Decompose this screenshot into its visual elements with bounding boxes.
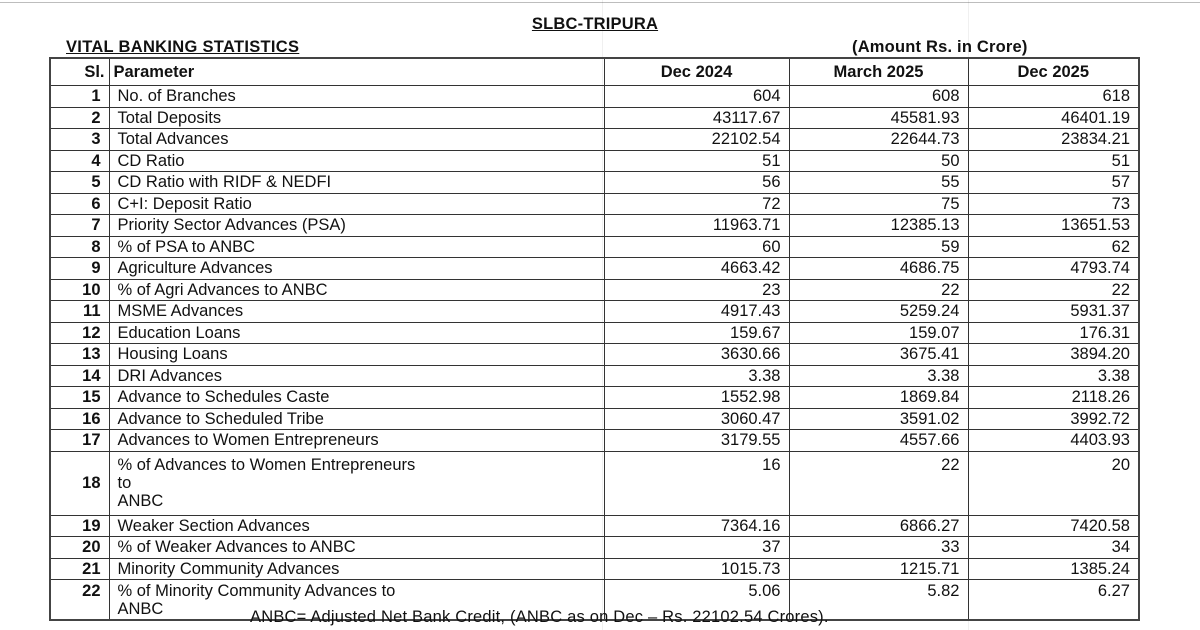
table-row (50, 129, 1139, 151)
units-note: (Amount Rs. in Crore) (852, 38, 1028, 56)
table-row (50, 215, 1139, 237)
row-sl: 19 (50, 515, 109, 537)
row-dec-2025: 57 (968, 172, 1139, 194)
table-subtitle: VITAL BANKING STATISTICS (66, 38, 300, 56)
table-row (50, 387, 1139, 409)
row-parameter-line: % of Minority Community Advances to (117, 581, 396, 600)
row-sl: 6 (50, 193, 109, 215)
row-march-2025: 1215.71 (789, 558, 968, 580)
row-parameter: Priority Sector Advances (PSA) (109, 215, 604, 237)
row-sl: 14 (50, 365, 109, 387)
row-sl: 11 (50, 301, 109, 323)
row-sl: 7 (50, 215, 109, 237)
row-parameter: C+I: Deposit Ratio (109, 193, 604, 215)
row-parameter: MSME Advances (109, 301, 604, 323)
table-row (50, 365, 1139, 387)
row-march-2025: 3675.41 (789, 344, 968, 366)
row-dec-2025: 4403.93 (968, 430, 1139, 452)
row-dec-2025: 13651.53 (968, 215, 1139, 237)
row-sl: 17 (50, 430, 109, 452)
vital-banking-statistics-table (49, 57, 1140, 621)
row-dec-2025: 5931.37 (968, 301, 1139, 323)
table-row (50, 408, 1139, 430)
row-march-2025: 59 (789, 236, 968, 258)
row-dec-2025: 176.31 (968, 322, 1139, 344)
row-dec-2024: 3.38 (604, 365, 789, 387)
row-sl: 18 (50, 451, 109, 515)
table-row (50, 258, 1139, 280)
row-sl: 3 (50, 129, 109, 151)
row-parameter: Advance to Schedules Caste (109, 387, 604, 409)
top-border-line (0, 2, 1200, 3)
row-dec-2025: 1385.24 (968, 558, 1139, 580)
row-dec-2025: 3992.72 (968, 408, 1139, 430)
row-dec-2024: 4663.42 (604, 258, 789, 280)
row-dec-2024: 1552.98 (604, 387, 789, 409)
row-sl: 21 (50, 558, 109, 580)
row-dec-2025: 73 (968, 193, 1139, 215)
row-dec-2025: 62 (968, 236, 1139, 258)
row-dec-2025: 34 (968, 537, 1139, 559)
row-parameter: Education Loans (109, 322, 604, 344)
row-dec-2024: 43117.67 (604, 107, 789, 129)
row-dec-2024: 604 (604, 86, 789, 108)
header-dec-2024: Dec 2024 (604, 58, 789, 86)
row-dec-2024: 3630.66 (604, 344, 789, 366)
row-sl: 10 (50, 279, 109, 301)
header-sl: Sl. (50, 58, 109, 86)
row-parameter: Minority Community Advances (109, 558, 604, 580)
table-row (50, 451, 1139, 515)
row-sl: 22 (50, 580, 109, 621)
row-march-2025: 75 (789, 193, 968, 215)
row-sl: 20 (50, 537, 109, 559)
row-parameter: % of Agri Advances to ANBC (109, 279, 604, 301)
table-row (50, 537, 1139, 559)
row-dec-2025: 3894.20 (968, 344, 1139, 366)
row-march-2025: 6866.27 (789, 515, 968, 537)
row-parameter-line: ANBC (117, 492, 164, 510)
row-dec-2024: 51 (604, 150, 789, 172)
table-row (50, 515, 1139, 537)
row-march-2025: 1869.84 (789, 387, 968, 409)
table-row (50, 150, 1139, 172)
row-sl: 15 (50, 387, 109, 409)
table-row (50, 344, 1139, 366)
row-dec-2024: 16 (604, 451, 789, 515)
row-dec-2025: 3.38 (968, 365, 1139, 387)
row-dec-2024: 72 (604, 193, 789, 215)
row-march-2025: 22 (789, 279, 968, 301)
row-parameter: Total Advances (109, 129, 604, 151)
row-parameter: Agriculture Advances (109, 258, 604, 280)
row-dec-2025: 46401.19 (968, 107, 1139, 129)
table-row (50, 172, 1139, 194)
row-sl: 4 (50, 150, 109, 172)
table-row (50, 301, 1139, 323)
header-parameter: Parameter (109, 58, 604, 86)
row-dec-2025: 22 (968, 279, 1139, 301)
table-row (50, 430, 1139, 452)
header-dec-2025: Dec 2025 (968, 58, 1139, 86)
row-march-2025: 22644.73 (789, 129, 968, 151)
row-march-2025: 4686.75 (789, 258, 968, 280)
row-march-2025: 45581.93 (789, 107, 968, 129)
row-march-2025: 4557.66 (789, 430, 968, 452)
row-parameter-line: ANBC (117, 599, 164, 618)
table-row (50, 107, 1139, 129)
row-parameter: Advances to Women Entrepreneurs (109, 430, 604, 452)
row-parameter-line: % of Advances to Women Entrepreneurs (117, 456, 416, 474)
row-parameter: DRI Advances (109, 365, 604, 387)
table-row (50, 279, 1139, 301)
row-sl: 12 (50, 322, 109, 344)
row-dec-2025: 618 (968, 86, 1139, 108)
row-dec-2024: 5.06 (604, 580, 789, 621)
row-march-2025: 159.07 (789, 322, 968, 344)
row-march-2025: 5.82 (789, 580, 968, 621)
header-march-2025: March 2025 (789, 58, 968, 86)
row-dec-2024: 1015.73 (604, 558, 789, 580)
row-parameter: Weaker Section Advances (109, 515, 604, 537)
row-sl: 16 (50, 408, 109, 430)
row-sl: 5 (50, 172, 109, 194)
row-dec-2024: 22102.54 (604, 129, 789, 151)
table-header-row (50, 58, 1139, 86)
row-parameter: Total Deposits (109, 107, 604, 129)
row-march-2025: 608 (789, 86, 968, 108)
row-sl: 2 (50, 107, 109, 129)
row-parameter: No. of Branches (109, 86, 604, 108)
row-parameter: % of Weaker Advances to ANBC (109, 537, 604, 559)
table-row (50, 86, 1139, 108)
row-parameter (109, 451, 604, 515)
row-parameter-line: to (117, 474, 132, 492)
row-dec-2025: 2118.26 (968, 387, 1139, 409)
table-row (50, 322, 1139, 344)
anbc-footnote: ANBC= Adjusted Net Bank Credit, (ANBC as on Dec – Rs. 22102.54 Crores). (250, 608, 829, 626)
table-row (50, 236, 1139, 258)
row-dec-2025: 4793.74 (968, 258, 1139, 280)
row-parameter: CD Ratio (109, 150, 604, 172)
row-dec-2024: 7364.16 (604, 515, 789, 537)
row-dec-2024: 23 (604, 279, 789, 301)
row-dec-2025: 20 (968, 451, 1139, 515)
row-sl: 9 (50, 258, 109, 280)
row-march-2025: 22 (789, 451, 968, 515)
row-parameter: Housing Loans (109, 344, 604, 366)
row-march-2025: 5259.24 (789, 301, 968, 323)
row-dec-2024: 60 (604, 236, 789, 258)
row-march-2025: 55 (789, 172, 968, 194)
row-march-2025: 33 (789, 537, 968, 559)
document-title-text: SLBC-TRIPURA (531, 15, 659, 33)
row-parameter: % of PSA to ANBC (109, 236, 604, 258)
row-dec-2025: 51 (968, 150, 1139, 172)
row-dec-2024: 4917.43 (604, 301, 789, 323)
row-parameter: Advance to Scheduled Tribe (109, 408, 604, 430)
row-parameter: CD Ratio with RIDF & NEDFI (109, 172, 604, 194)
row-sl: 1 (50, 86, 109, 108)
document-title (0, 15, 1200, 34)
row-dec-2024: 11963.71 (604, 215, 789, 237)
table-row (50, 193, 1139, 215)
row-dec-2025: 23834.21 (968, 129, 1139, 151)
row-dec-2024: 159.67 (604, 322, 789, 344)
row-dec-2025: 6.27 (968, 580, 1139, 621)
row-dec-2024: 3179.55 (604, 430, 789, 452)
row-march-2025: 3591.02 (789, 408, 968, 430)
row-sl: 8 (50, 236, 109, 258)
row-sl: 13 (50, 344, 109, 366)
row-dec-2024: 56 (604, 172, 789, 194)
table-row (50, 558, 1139, 580)
row-dec-2025: 7420.58 (968, 515, 1139, 537)
row-march-2025: 50 (789, 150, 968, 172)
row-dec-2024: 37 (604, 537, 789, 559)
row-march-2025: 3.38 (789, 365, 968, 387)
row-march-2025: 12385.13 (789, 215, 968, 237)
row-dec-2024: 3060.47 (604, 408, 789, 430)
